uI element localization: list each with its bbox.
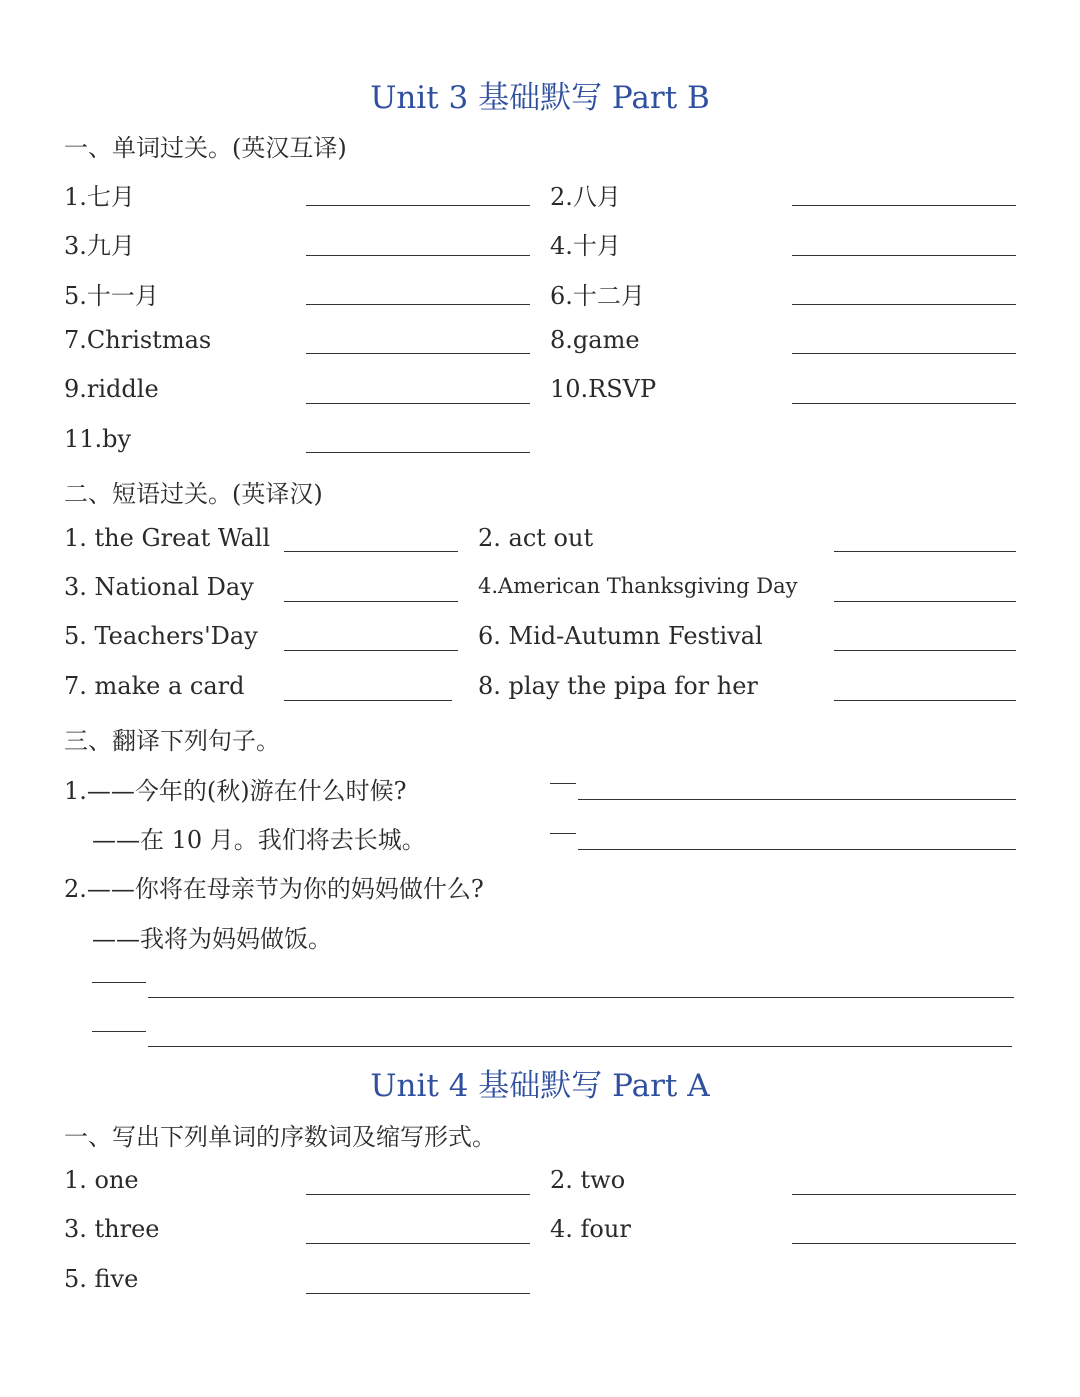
unit4-title: Unit 4 基础默写 Part A <box>370 1068 710 1104</box>
answer-blank[interactable] <box>306 1243 530 1244</box>
answer-blank[interactable] <box>834 650 1016 651</box>
answer-blank[interactable] <box>792 304 1016 305</box>
answer-blank[interactable] <box>792 1194 1016 1195</box>
answer-blank[interactable] <box>148 997 1014 998</box>
answer-blank[interactable] <box>306 403 530 404</box>
answer-blank[interactable] <box>834 700 1016 701</box>
phrase-item-4: 4.American Thanksgiving Day <box>478 574 798 598</box>
answer-blank[interactable] <box>148 1046 1012 1047</box>
sentence-2b: ——我将为妈妈做饭。 <box>92 925 332 953</box>
word-item-8: 8.game <box>550 326 640 354</box>
dash-mark <box>92 982 146 983</box>
answer-blank[interactable] <box>792 205 1016 206</box>
phrase-item-1: 1. the Great Wall <box>64 524 271 552</box>
answer-blank[interactable] <box>284 700 452 701</box>
word-item-5: 5.十一月 <box>64 282 159 310</box>
word-item-9: 9.riddle <box>64 375 159 403</box>
phrase-item-3: 3. National Day <box>64 573 254 601</box>
answer-blank[interactable] <box>284 601 458 602</box>
answer-blank[interactable] <box>306 205 530 206</box>
phrase-item-2: 2. act out <box>478 524 594 552</box>
answer-blank[interactable] <box>306 452 530 453</box>
sentence-1b: ——在 10 月。我们将去长城。 <box>92 826 426 854</box>
answer-blank[interactable] <box>792 403 1016 404</box>
answer-blank[interactable] <box>284 551 458 552</box>
word-item-6: 6.十二月 <box>550 282 645 310</box>
phrase-item-5: 5. Teachers'Day <box>64 622 258 650</box>
dash-mark <box>550 783 576 784</box>
ordinal-item-5: 5. five <box>64 1265 139 1293</box>
ordinal-item-3: 3. three <box>64 1215 160 1243</box>
word-item-1: 1.七月 <box>64 183 135 211</box>
word-item-3: 3.九月 <box>64 232 135 260</box>
ordinal-item-4: 4. four <box>550 1215 631 1243</box>
answer-blank[interactable] <box>834 601 1016 602</box>
answer-blank[interactable] <box>792 353 1016 354</box>
dash-mark <box>550 833 576 834</box>
word-item-10: 10.RSVP <box>550 375 657 403</box>
phrase-item-6: 6. Mid-Autumn Festival <box>478 622 763 650</box>
unit3-section1-heading: 一、单词过关。(英汉互译) <box>64 134 347 162</box>
answer-blank[interactable] <box>306 1293 530 1294</box>
phrase-item-7: 7. make a card <box>64 672 245 700</box>
word-item-11: 11.by <box>64 425 132 453</box>
dash-mark <box>92 1031 146 1032</box>
word-item-4: 4.十月 <box>550 232 621 260</box>
unit4-section1-heading: 一、写出下列单词的序数词及缩写形式。 <box>64 1123 496 1151</box>
answer-blank[interactable] <box>306 304 530 305</box>
unit3-section2-heading: 二、短语过关。(英译汉) <box>64 480 323 508</box>
answer-blank[interactable] <box>306 255 530 256</box>
answer-blank[interactable] <box>578 849 1016 850</box>
sentence-1a: 1.——今年的(秋)游在什么时候? <box>64 777 407 805</box>
ordinal-item-1: 1. one <box>64 1166 139 1194</box>
unit3-section3-heading: 三、翻译下列句子。 <box>64 727 280 755</box>
answer-blank[interactable] <box>306 1194 530 1195</box>
answer-blank[interactable] <box>792 255 1016 256</box>
sentence-2a: 2.——你将在母亲节为你的妈妈做什么? <box>64 875 484 903</box>
word-item-7: 7.Christmas <box>64 326 212 354</box>
answer-blank[interactable] <box>284 650 458 651</box>
unit3-title: Unit 3 基础默写 Part B <box>370 80 710 116</box>
answer-blank[interactable] <box>834 551 1016 552</box>
ordinal-item-2: 2. two <box>550 1166 626 1194</box>
phrase-item-8: 8. play the pipa for her <box>478 672 758 700</box>
answer-blank[interactable] <box>578 799 1016 800</box>
word-item-2: 2.八月 <box>550 183 621 211</box>
answer-blank[interactable] <box>792 1243 1016 1244</box>
answer-blank[interactable] <box>306 353 530 354</box>
